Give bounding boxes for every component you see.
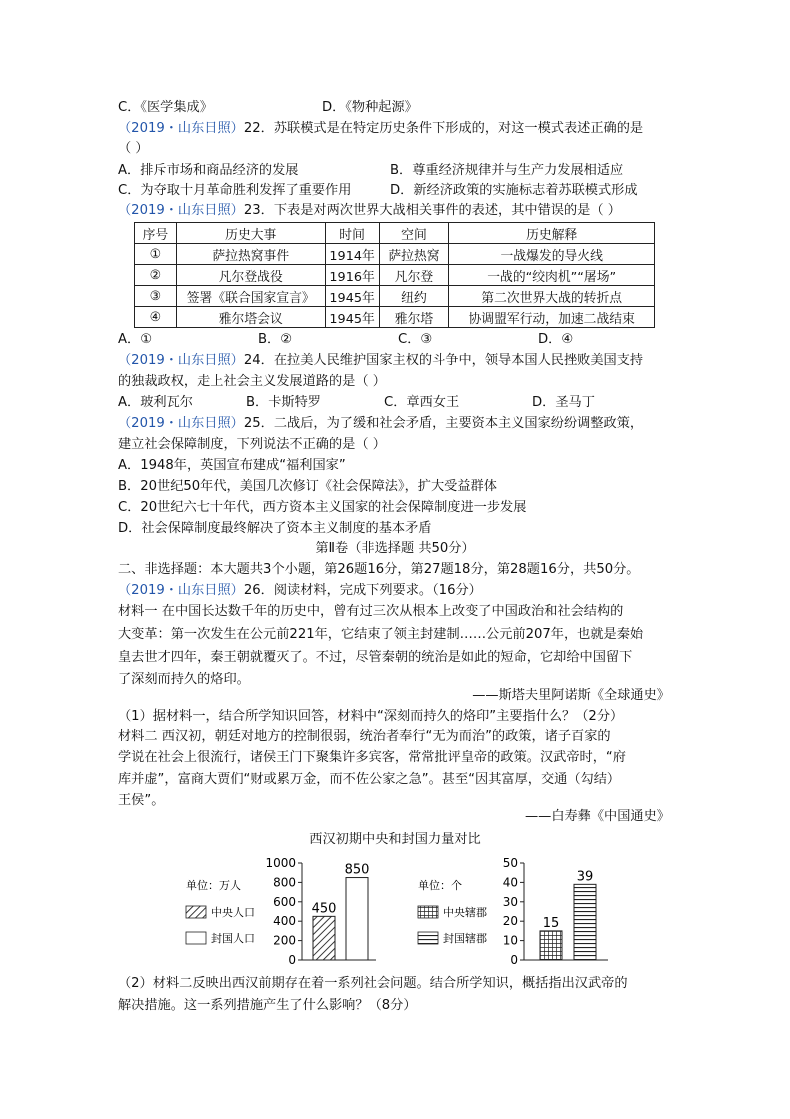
q22-option-a: A．排斥市场和商品经济的发展 [118, 163, 299, 178]
chart-unit-label: 单位：万人 [186, 879, 241, 892]
table-cell: 一战的“绞肉机”“屠场” [449, 265, 655, 286]
q24-stem-text: 24．在拉美人民维护国家主权的斗争中，领导本国人民挫败美国支持 [243, 353, 644, 368]
data-label-central-population: 450 [311, 901, 337, 917]
q24-option-c: C．章西女王 [384, 395, 460, 410]
table-cell: ④ [135, 307, 177, 328]
q23-option-b: B．② [258, 332, 293, 347]
q24-stem-cont: 的独裁政权，走上社会主义发展道路的是（ ） [118, 374, 386, 389]
table-row [135, 286, 655, 307]
q23-option-d: D．④ [538, 332, 574, 347]
y-tick-label: 30 [502, 894, 518, 909]
history-events-table [134, 222, 655, 328]
y-tick-label: 200 [273, 933, 296, 948]
q25-option-b: B．20世纪50年代，美国几次修订《社会保障法》，扩大受益群体 [118, 479, 497, 494]
chart-unit-label: 单位：个 [418, 879, 462, 892]
table-cell: ② [135, 265, 177, 286]
material2-line: 材料二 西汉初，朝廷对地方的控制很弱，统治者奉行“无为而治”的政策，诸子百家的 [118, 729, 611, 744]
bar-fief-commandery [574, 884, 596, 960]
table-cell: 签署《联合国家宣言》 [176, 286, 325, 307]
q22-option-d: D．新经济政策的实施标志着苏联模式形成 [390, 183, 638, 198]
table-cell: 萨拉热窝 [379, 244, 449, 265]
q23-option-c: C．③ [398, 332, 433, 347]
material1-line: 皇去世才四年，秦王朝就覆灭了。不过，尽管秦朝的统治是如此的短命，它却给中国留下 [118, 650, 633, 665]
q22-option-c: C．为夺取十月革命胜利发挥了重要作用 [118, 183, 352, 198]
table-row [135, 265, 655, 286]
data-label-central-commandery: 15 [542, 915, 560, 931]
legend-label-central: 中央人口 [211, 906, 255, 919]
q24-option-d: D．圣马丁 [532, 395, 595, 410]
q25-stem-text: 25．二战后，为了缓和社会矛盾，主要资本主义国家纷纷调整政策， [243, 416, 644, 431]
q22-stem-cont: （ ） [118, 141, 149, 156]
q26-stem-text: 26．阅读材料，完成下列要求。（16分） [243, 583, 482, 598]
table-cell: 1914年 [325, 244, 379, 265]
y-tick-label: 0 [510, 953, 518, 967]
q26-question-1: （1）据材料一，结合所学知识回答，材料中“深刻而持久的烙印”主要指什么？（2分） [118, 709, 624, 724]
y-tick-group [265, 856, 302, 967]
legend-swatch-central [186, 906, 206, 918]
q21-option-c: C．《医学集成》 [118, 100, 213, 115]
material2-line: 学说在社会上很流行，诸侯王门下聚集许多宾客，常常批评皇帝的政策。汉武帝时，“府 [118, 750, 626, 765]
table-header-row [135, 223, 655, 244]
legend-swatch-fief-commandery [418, 932, 438, 944]
q25-option-c: C．20世纪六七十年代，西方资本主义国家的社会保障制度进一步发展 [118, 500, 527, 515]
table-cell: 纽约 [379, 286, 449, 307]
q25-stem-cont: 建立社会保障制度，下列说法不正确的是（ ） [118, 437, 386, 452]
table-header: 历史大事 [176, 223, 325, 244]
table-row [135, 307, 655, 328]
material1-citation: ——斯塔夫里阿诺斯《全球通史》 [472, 688, 670, 703]
legend-label-central-commandery: 中央辖郡 [443, 906, 487, 919]
y-tick-label: 600 [273, 894, 296, 909]
table-cell: 萨拉热窝事件 [176, 244, 325, 265]
q21-option-d: D．《物种起源》 [322, 100, 418, 115]
table-row [135, 244, 655, 265]
q25-option-a: A．1948年，英国宣布建成“福利国家” [118, 458, 346, 473]
table-header: 空间 [379, 223, 449, 244]
y-tick-group [503, 856, 524, 967]
q25-option-d: D．社会保障制度最终解决了资本主义制度的基本矛盾 [118, 521, 432, 536]
q22-stem-text: 22．苏联模式是在特定历史条件下形成的，对这一模式表述正确的是 [243, 121, 644, 136]
part2-instruction: 二、非选择题：本大题共3个小题，第26题16分，第27题18分，第28题16分，共50分。 [118, 562, 640, 577]
y-tick-label: 1000 [265, 856, 296, 870]
commandery-chart [412, 855, 612, 967]
y-tick-label: 800 [273, 875, 296, 890]
legend-label-fief-commandery: 封国辖郡 [443, 932, 487, 945]
part2-title: 第Ⅱ卷（非选择题 共50分） [315, 541, 475, 556]
table-cell: 凡尔登 [379, 265, 449, 286]
q24-stem [118, 350, 643, 372]
table-cell: 凡尔登战役 [176, 265, 325, 286]
y-tick-label: 400 [273, 914, 296, 929]
material1-line: 了深刻而持久的烙印。 [118, 672, 250, 687]
bar-central-population [313, 916, 335, 960]
material2-line: 库并虚”，富商大贾们“财或累万金，而不佐公家之急”。甚至“因其富厚，交通（勾结） [118, 772, 621, 787]
table-cell: 第二次世界大战的转折点 [449, 286, 655, 307]
q23-stem-text: 23．下表是对两次世界大战相关事件的表述，其中错误的是（ ） [243, 203, 621, 218]
q26-question-2: （2）材料二反映出西汉前期存在着一系列社会问题。结合所学知识，概括指出汉武帝的 [118, 976, 628, 991]
table-cell: 雅尔塔会议 [176, 307, 325, 328]
table-cell: 1916年 [325, 265, 379, 286]
y-tick-label: 40 [502, 875, 518, 890]
material1-line: 材料一 在中国长达数千年的历史中，曾有过三次从根本上改变了中国政治和社会结构的 [118, 604, 624, 619]
table-cell: 一战爆发的导火线 [449, 244, 655, 265]
table-cell: 协调盟军行动，加速二战结束 [449, 307, 655, 328]
q26-question-2-cont: 解决措施。这一系列措施产生了什么影响？（8分） [118, 998, 417, 1013]
data-label-fief-population: 850 [344, 862, 370, 878]
bar-central-commandery [540, 931, 562, 960]
q22-source: （2019・山东日照） [118, 121, 244, 136]
table-cell: 1945年 [325, 286, 379, 307]
q24-option-a: A．玻利瓦尔 [118, 395, 193, 410]
q26-stem [118, 580, 482, 602]
q26-source: （2019・山东日照） [118, 583, 244, 598]
table-header: 序号 [135, 223, 177, 244]
q23-stem [118, 200, 621, 222]
population-chart [180, 855, 380, 967]
bar-fief-population [346, 878, 368, 960]
legend-label-fief: 封国人口 [211, 932, 255, 945]
y-tick-label: 0 [288, 953, 296, 967]
y-tick-label: 10 [502, 933, 518, 948]
y-tick-label: 50 [502, 856, 518, 870]
y-tick-label: 20 [502, 914, 518, 929]
material2-citation: ——白寿彝《中国通史》 [524, 809, 670, 824]
q22-option-b: B．尊重经济规律并与生产力发展相适应 [390, 163, 624, 178]
q24-option-b: B．卡斯特罗 [246, 395, 321, 410]
q25-source: （2019・山东日照） [118, 416, 244, 431]
q23-option-a: A．① [118, 332, 153, 347]
table-header: 时间 [325, 223, 379, 244]
material1-line: 大变革：第一次发生在公元前221年，它结束了领主封建制……公元前207年，也就是秦始 [118, 627, 644, 642]
legend-swatch-central-commandery [418, 906, 438, 918]
table-cell: 雅尔塔 [379, 307, 449, 328]
material2-line: 王侯”。 [118, 793, 165, 808]
q24-source: （2019・山东日照） [118, 353, 244, 368]
table-cell: ① [135, 244, 177, 265]
chart-title: 西汉初期中央和封国力量对比 [309, 832, 481, 847]
table-cell: 1945年 [325, 307, 379, 328]
table-cell: ③ [135, 286, 177, 307]
table-header: 历史解释 [449, 223, 655, 244]
q22-stem [118, 118, 643, 140]
legend-swatch-fief [186, 932, 206, 944]
q23-source: （2019・山东日照） [118, 203, 244, 218]
data-label-fief-commandery: 39 [576, 869, 594, 885]
q25-stem [118, 413, 643, 435]
